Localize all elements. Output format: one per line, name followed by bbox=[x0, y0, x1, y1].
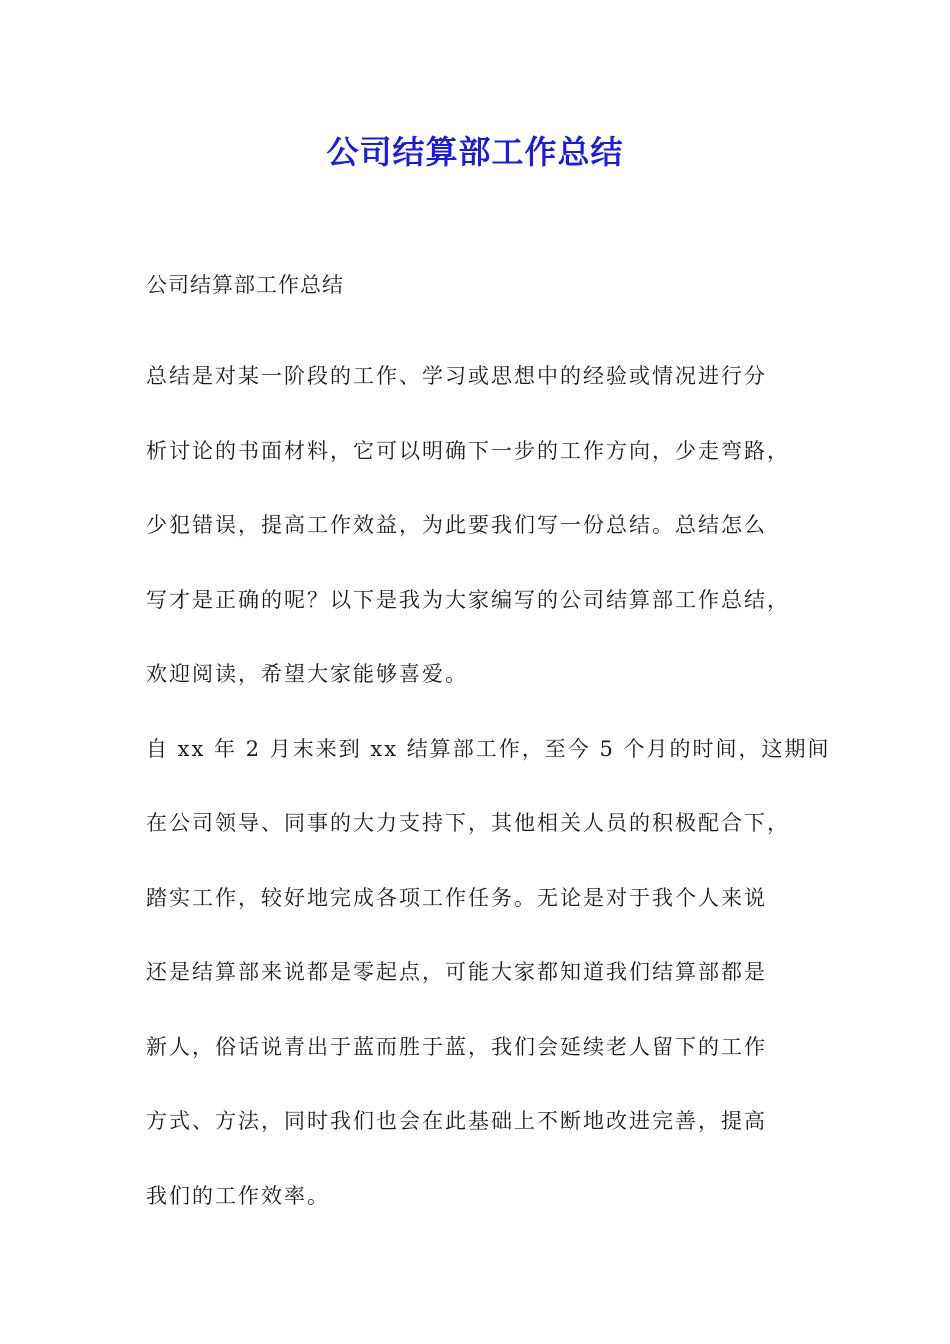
paragraph-line: 总结是对某一阶段的工作、学习或思想中的经验或情况进行分 bbox=[146, 364, 767, 388]
paragraph-line: 欢迎阅读，希望大家能够喜爱。 bbox=[146, 662, 468, 686]
paragraph-work-summary bbox=[146, 712, 831, 1234]
paragraph-line: 析讨论的书面材料，它可以明确下一步的工作方向，少走弯路， bbox=[146, 438, 790, 463]
paragraph-line: 踏实工作，较好地完成各项工作任务。无论是对于我个人来说 bbox=[146, 885, 767, 910]
paragraph-intro bbox=[146, 339, 826, 712]
document-body bbox=[146, 265, 831, 1233]
paragraph-line: 少犯错误，提高工作效益，为此要我们写一份总结。总结怎么 bbox=[146, 513, 767, 537]
paragraph-line: 自 xx 年 2 月末来到 xx 结算部工作，至今 5 个月的时间，这期间 bbox=[146, 736, 831, 761]
paragraph-line: 新人，俗话说青出于蓝而胜于蓝，我们会延续老人留下的工作 bbox=[146, 1034, 767, 1059]
paragraph-line: 我们的工作效率。 bbox=[146, 1183, 330, 1208]
paragraph-line: 在公司领导、同事的大力支持下，其他相关人员的积极配合下， bbox=[146, 811, 790, 835]
document-subtitle: 公司结算部工作总结 bbox=[146, 273, 344, 297]
paragraph-line: 还是结算部来说都是零起点，可能大家都知道我们结算部都是 bbox=[146, 960, 767, 984]
paragraph-line: 方式、方法，同时我们也会在此基础上不断地改进完善，提高 bbox=[146, 1109, 767, 1133]
document-title: 公司结算部工作总结 bbox=[326, 133, 624, 171]
paragraph-line: 写才是正确的呢？以下是我为大家编写的公司结算部工作总结， bbox=[146, 587, 790, 612]
